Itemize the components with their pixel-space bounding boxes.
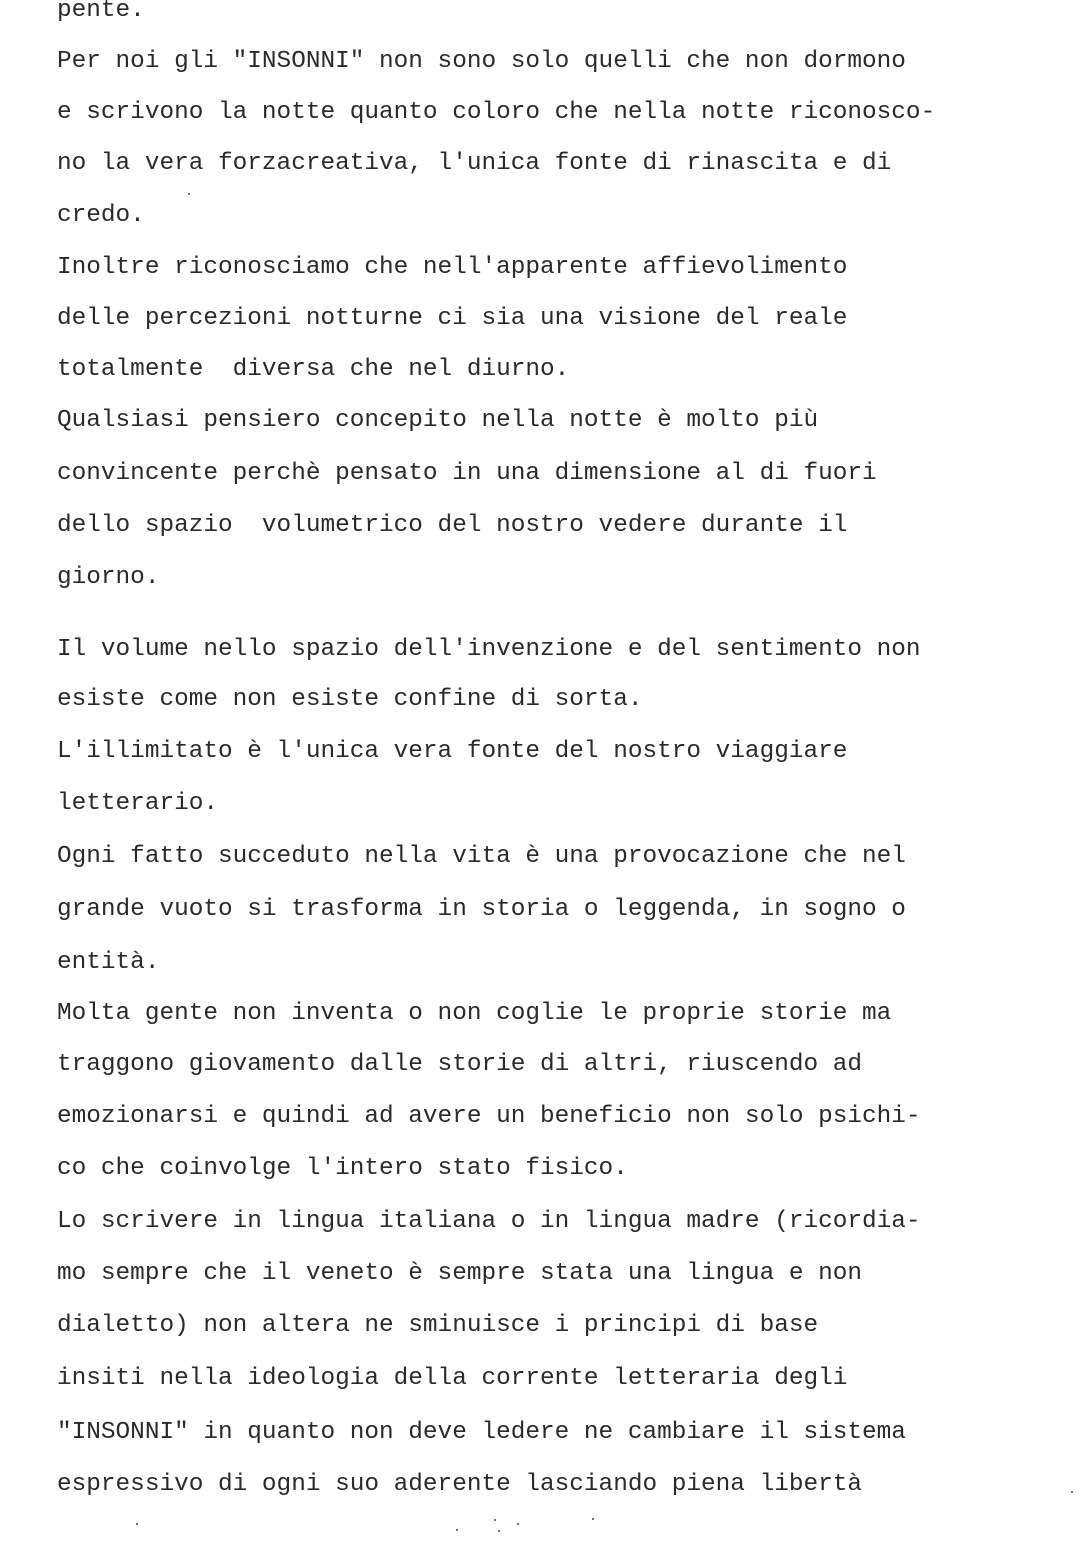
text-line: pente. (57, 0, 145, 24)
text-line: no la vera forzacreativa, l'unica fonte di rinascita e di (57, 150, 892, 177)
text-line: dello spazio volumetrico del nostro vedere durante il (57, 512, 848, 539)
text-line: entità. (57, 949, 160, 976)
text-line: Inoltre riconosciamo che nell'apparente affievolimento (57, 254, 848, 281)
scan-speck (456, 1529, 458, 1531)
text-line: "INSONNI" in quanto non deve ledere ne cambiare il sistema (57, 1419, 906, 1446)
scan-speck (136, 1523, 138, 1525)
text-line: traggono giovamento dalle storie di altri, riuscendo ad (57, 1051, 863, 1078)
text-line: letterario. (57, 790, 219, 817)
text-line: totalmente diversa che nel diurno. (57, 356, 570, 383)
text-line: Qualsiasi pensiero concepito nella notte è molto più (57, 407, 819, 434)
text-line: convincente perchè pensato in una dimensione al di fuori (57, 460, 877, 487)
text-line: dialetto) non altera ne sminuisce i principi di base (57, 1312, 819, 1339)
text-line: mo sempre che il veneto è sempre stata una lingua e non (57, 1260, 863, 1287)
text-line: Il volume nello spazio dell'invenzione e del sentimento non (57, 636, 921, 663)
scan-speck (494, 1519, 496, 1521)
scan-speck (188, 193, 190, 195)
text-line: e scrivono la notte quanto coloro che nella notte riconosco- (57, 99, 936, 126)
text-line: co che coinvolge l'intero stato fisico. (57, 1155, 628, 1182)
text-line: Molta gente non inventa o non coglie le proprie storie ma (57, 1000, 892, 1027)
text-line: insiti nella ideologia della corrente letteraria degli (57, 1365, 848, 1392)
scan-speck (592, 1518, 594, 1520)
scan-speck (1071, 1491, 1073, 1493)
text-line: emozionarsi e quindi ad avere un beneficio non solo psichi- (57, 1103, 921, 1130)
text-line: espressivo di ogni suo aderente lasciando piena libertà (57, 1471, 863, 1498)
scan-speck (517, 1523, 519, 1525)
text-line: Per noi gli "INSONNI" non sono solo quelli che non dormono (57, 48, 906, 75)
text-line: delle percezioni notturne ci sia una visione del reale (57, 305, 848, 332)
text-line: Ogni fatto succeduto nella vita è una provocazione che nel (57, 843, 906, 870)
text-line: L'illimitato è l'unica vera fonte del nostro viaggiare (57, 738, 848, 765)
text-line: Lo scrivere in lingua italiana o in lingua madre (ricordia- (57, 1208, 921, 1235)
text-line: esiste come non esiste confine di sorta. (57, 686, 643, 713)
text-line: grande vuoto si trasforma in storia o leggenda, in sogno o (57, 896, 906, 923)
text-line: credo. (57, 202, 145, 229)
text-line: giorno. (57, 564, 160, 591)
scan-speck (498, 1530, 500, 1532)
